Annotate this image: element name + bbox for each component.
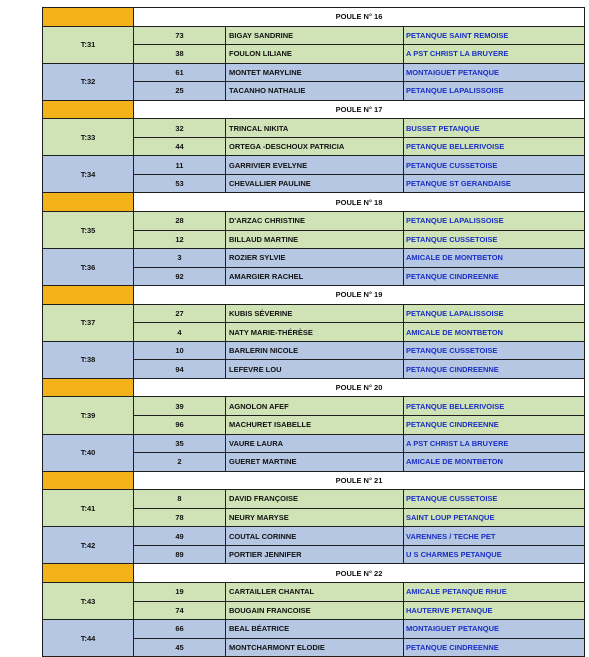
poule-header-row — [43, 378, 585, 397]
poule-title: POULE N° 18 — [134, 193, 585, 212]
player-number: 27 — [134, 304, 226, 323]
club-name: PETANQUE ST GERANDAISE — [404, 174, 585, 193]
team-label: T:35 — [43, 212, 134, 249]
player-number: 96 — [134, 416, 226, 435]
club-name: PETANQUE CINDREENNE — [404, 360, 585, 379]
poule-marker — [43, 378, 134, 397]
player-number: 19 — [134, 582, 226, 601]
club-name: PETANQUE BELLERIVOISE — [404, 137, 585, 156]
player-number: 25 — [134, 82, 226, 101]
team-label: T:44 — [43, 620, 134, 657]
player-name: PORTIER JENNIFER — [226, 545, 404, 564]
player-number: 45 — [134, 638, 226, 657]
team-label: T:38 — [43, 341, 134, 378]
player-row — [43, 527, 585, 546]
player-row — [43, 63, 585, 82]
player-row — [43, 304, 585, 323]
player-name: BOUGAIN FRANCOISE — [226, 601, 404, 620]
club-name: MONTAIGUET PETANQUE — [404, 620, 585, 639]
player-number: 44 — [134, 137, 226, 156]
club-name: PETANQUE LAPALISSOISE — [404, 304, 585, 323]
player-number: 66 — [134, 620, 226, 639]
player-name: D'ARZAC CHRISTINE — [226, 212, 404, 231]
player-name: AGNOLON AFEF — [226, 397, 404, 416]
player-name: TRINCAL NIKITA — [226, 119, 404, 138]
player-name: NATY MARIE-THÉRÈSE — [226, 323, 404, 342]
poule-header-row — [43, 286, 585, 305]
team-label: T:34 — [43, 156, 134, 193]
poule-title: POULE N° 16 — [134, 8, 585, 27]
player-row — [43, 341, 585, 360]
club-name: MONTAIGUET PETANQUE — [404, 63, 585, 82]
player-name: DAVID FRANÇOISE — [226, 490, 404, 509]
club-name: PETANQUE CUSSETOISE — [404, 230, 585, 249]
club-name: PETANQUE CUSSETOISE — [404, 490, 585, 509]
poule-table — [42, 7, 585, 657]
player-name: MONTET MARYLINE — [226, 63, 404, 82]
poule-header-row — [43, 100, 585, 119]
poule-marker — [43, 193, 134, 212]
poule-marker — [43, 564, 134, 583]
club-name: BUSSET PETANQUE — [404, 119, 585, 138]
club-name: U S CHARMES PETANQUE — [404, 545, 585, 564]
player-row — [43, 156, 585, 175]
player-name: KUBIS SÉVERINE — [226, 304, 404, 323]
club-name: PETANQUE CUSSETOISE — [404, 341, 585, 360]
player-number: 8 — [134, 490, 226, 509]
club-name: PETANQUE CUSSETOISE — [404, 156, 585, 175]
player-number: 61 — [134, 63, 226, 82]
player-name: CHEVALLIER PAULINE — [226, 174, 404, 193]
player-name: BEAL BÉATRICE — [226, 620, 404, 639]
player-name: BIGAY SANDRINE — [226, 26, 404, 45]
player-number: 74 — [134, 601, 226, 620]
club-name: HAUTERIVE PETANQUE — [404, 601, 585, 620]
poule-header-row — [43, 193, 585, 212]
player-number: 49 — [134, 527, 226, 546]
poule-marker — [43, 8, 134, 27]
player-row — [43, 490, 585, 509]
player-name: MACHURET ISABELLE — [226, 416, 404, 435]
player-number: 78 — [134, 508, 226, 527]
poule-header-row — [43, 471, 585, 490]
player-number: 94 — [134, 360, 226, 379]
player-number: 38 — [134, 45, 226, 64]
club-name: AMICALE DE MONTBETON — [404, 323, 585, 342]
player-number: 92 — [134, 267, 226, 286]
player-number: 28 — [134, 212, 226, 231]
poule-title: POULE N° 19 — [134, 286, 585, 305]
poule-title: POULE N° 20 — [134, 378, 585, 397]
player-number: 11 — [134, 156, 226, 175]
player-name: BARLERIN NICOLE — [226, 341, 404, 360]
player-number: 89 — [134, 545, 226, 564]
club-name: SAINT LOUP PETANQUE — [404, 508, 585, 527]
player-row — [43, 249, 585, 268]
team-label: T:42 — [43, 527, 134, 564]
player-number: 2 — [134, 453, 226, 472]
player-number: 10 — [134, 341, 226, 360]
poule-marker — [43, 286, 134, 305]
player-row — [43, 119, 585, 138]
club-name: PETANQUE CINDREENNE — [404, 416, 585, 435]
club-name: A PST CHRIST LA BRUYERE — [404, 45, 585, 64]
team-label: T:43 — [43, 582, 134, 619]
poule-header-row — [43, 8, 585, 27]
club-name: PETANQUE CINDREENNE — [404, 638, 585, 657]
player-name: NEURY MARYSE — [226, 508, 404, 527]
poule-sheet — [42, 7, 584, 657]
player-name: GARRIVIER EVELYNE — [226, 156, 404, 175]
team-label: T:37 — [43, 304, 134, 341]
team-label: T:33 — [43, 119, 134, 156]
player-number: 35 — [134, 434, 226, 453]
player-number: 53 — [134, 174, 226, 193]
player-name: ORTEGA -DESCHOUX PATRICIA — [226, 137, 404, 156]
club-name: PETANQUE CINDREENNE — [404, 267, 585, 286]
club-name: AMICALE PETANQUE RHUE — [404, 582, 585, 601]
player-name: BILLAUD MARTINE — [226, 230, 404, 249]
club-name: PETANQUE LAPALISSOISE — [404, 82, 585, 101]
player-name: VAURE LAURA — [226, 434, 404, 453]
player-row — [43, 582, 585, 601]
player-name: FOULON LILIANE — [226, 45, 404, 64]
player-row — [43, 434, 585, 453]
player-number: 73 — [134, 26, 226, 45]
player-name: COUTAL CORINNE — [226, 527, 404, 546]
club-name: PETANQUE LAPALISSOISE — [404, 212, 585, 231]
player-name: CARTAILLER CHANTAL — [226, 582, 404, 601]
player-number: 3 — [134, 249, 226, 268]
team-label: T:31 — [43, 26, 134, 63]
club-name: AMICALE DE MONTBETON — [404, 453, 585, 472]
poule-marker — [43, 100, 134, 119]
player-row — [43, 620, 585, 639]
club-name: PETANQUE BELLERIVOISE — [404, 397, 585, 416]
poule-title: POULE N° 17 — [134, 100, 585, 119]
team-label: T:32 — [43, 63, 134, 100]
player-name: MONTCHARMONT ELODIE — [226, 638, 404, 657]
poule-marker — [43, 471, 134, 490]
poule-title: POULE N° 21 — [134, 471, 585, 490]
team-label: T:39 — [43, 397, 134, 434]
club-name: A PST CHRIST LA BRUYERE — [404, 434, 585, 453]
poule-header-row — [43, 564, 585, 583]
player-name: GUERET MARTINE — [226, 453, 404, 472]
player-row — [43, 212, 585, 231]
club-name: AMICALE DE MONTBETON — [404, 249, 585, 268]
team-label: T:40 — [43, 434, 134, 471]
player-row — [43, 26, 585, 45]
player-name: ROZIER SYLVIE — [226, 249, 404, 268]
player-name: AMARGIER RACHEL — [226, 267, 404, 286]
player-number: 12 — [134, 230, 226, 249]
club-name: PETANQUE SAINT REMOISE — [404, 26, 585, 45]
player-number: 39 — [134, 397, 226, 416]
team-label: T:36 — [43, 249, 134, 286]
player-name: LEFEVRE LOU — [226, 360, 404, 379]
player-name: TACANHO NATHALIE — [226, 82, 404, 101]
team-label: T:41 — [43, 490, 134, 527]
player-row — [43, 397, 585, 416]
club-name: VARENNES / TECHE PET — [404, 527, 585, 546]
player-number: 32 — [134, 119, 226, 138]
poule-title: POULE N° 22 — [134, 564, 585, 583]
player-number: 4 — [134, 323, 226, 342]
